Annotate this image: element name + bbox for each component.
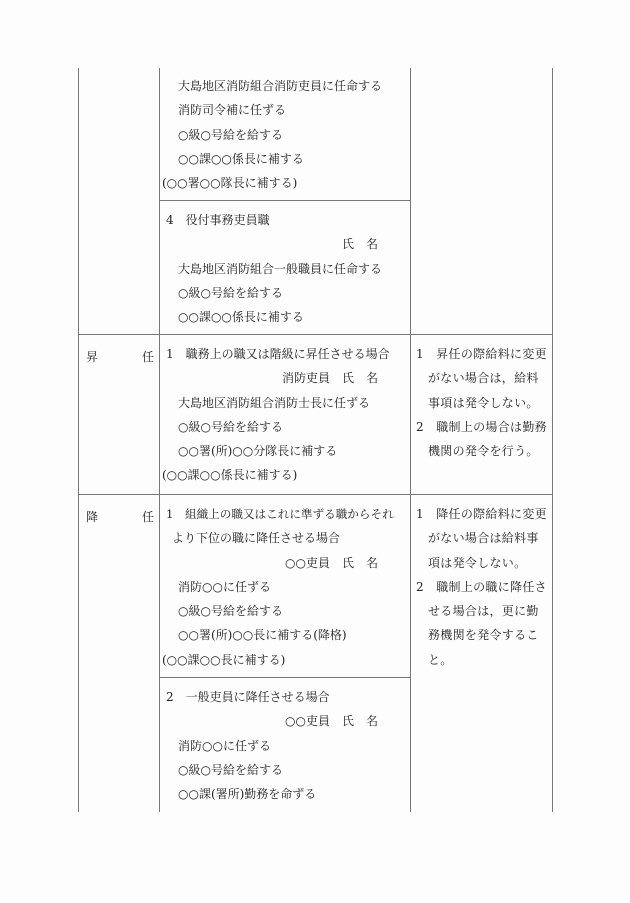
row-label-char: 任 [141, 510, 154, 524]
content-block-promotion [162, 342, 404, 488]
text-line: (○○署○○隊長に補する) [162, 176, 298, 191]
text-line: ○○課○○係長に補する [178, 310, 304, 325]
name-placeholder: ○○吏員 氏 名 [285, 714, 378, 729]
item-heading: 1 組織上の職又はこれに準ずる職からそれ [166, 507, 394, 521]
text-line: ○○課○○係長に補する [178, 151, 304, 166]
text-line: 大島地区消防組合消防士長に任ずる [178, 395, 371, 410]
row-label-demotion [86, 508, 154, 525]
note-item: 1 降任の際給料に変更がない場合は給料事項は発令しない。 [416, 507, 547, 570]
note-item: 1 昇任の際給料に変更がない場合は，給料事項は発令しない。 [416, 347, 547, 410]
text-line: 消防○○に任ずる [178, 579, 271, 594]
text-line: ○○署(所)○○分隊長に補する [178, 444, 338, 459]
content-block-clerical-officer [166, 208, 404, 329]
text-line: 消防○○に任ずる [178, 738, 271, 753]
text-line: (○○課○○係長に補する) [162, 468, 298, 483]
note-item: 2 職制上の場合は勤務機関の発令を行う。 [416, 419, 547, 459]
content-block-demotion-1 [162, 502, 408, 672]
name-placeholder: 氏 名 [341, 237, 378, 252]
text-line: ○級○号給を給する [178, 285, 283, 300]
table-divider-col2 [410, 68, 411, 812]
name-placeholder: ○○吏員 氏 名 [285, 555, 378, 570]
row-label-char: 降 [86, 510, 99, 524]
notes-demotion [416, 502, 548, 672]
row-label-promotion [86, 348, 154, 365]
row-divider-promotion [78, 334, 553, 335]
text-line: ○級○号給を給する [178, 127, 283, 142]
item-heading: 2 一般吏員に降任させる場合 [166, 690, 330, 704]
row-label-char: 昇 [86, 350, 99, 364]
row-divider-demotion [78, 494, 553, 495]
row-divider-inner-2 [159, 677, 411, 678]
text-line: 大島地区消防組合一般職員に任命する [178, 261, 383, 276]
text-line: (○○課○○長に補する) [162, 652, 286, 667]
row-divider-inner-1 [159, 200, 411, 201]
text-line: ○○署(所)○○長に補する(降格) [178, 628, 347, 643]
item-heading: 1 職務上の職又は階級に昇任させる場合 [166, 347, 390, 361]
text-line: ○級○号給を給する [178, 762, 283, 777]
item-heading: 4 役付事務吏員職 [166, 213, 270, 227]
text-line: ○級○号給を給する [178, 604, 283, 619]
text-line: 消防司令補に任ずる [178, 103, 287, 118]
text-line: ○○課(署所)勤務を命ずる [178, 787, 317, 802]
name-placeholder: 消防吏員 氏 名 [281, 371, 378, 386]
table-border-right [552, 68, 553, 812]
table-divider-col1 [159, 68, 160, 812]
text-line: ○級○号給を給する [178, 419, 283, 434]
content-block-appointment-continued [162, 74, 404, 195]
row-label-char: 任 [141, 350, 154, 364]
content-block-demotion-2 [166, 685, 404, 806]
text-line: 大島地区消防組合消防吏員に任命する [178, 79, 383, 93]
table-border-left [78, 68, 79, 812]
note-item: 2 職制上の職に降任させる場合は，更に勤務機関を発令すること。 [416, 579, 547, 667]
notes-promotion [416, 342, 548, 463]
item-heading-cont: より下位の職に降任させる場合 [172, 531, 341, 546]
